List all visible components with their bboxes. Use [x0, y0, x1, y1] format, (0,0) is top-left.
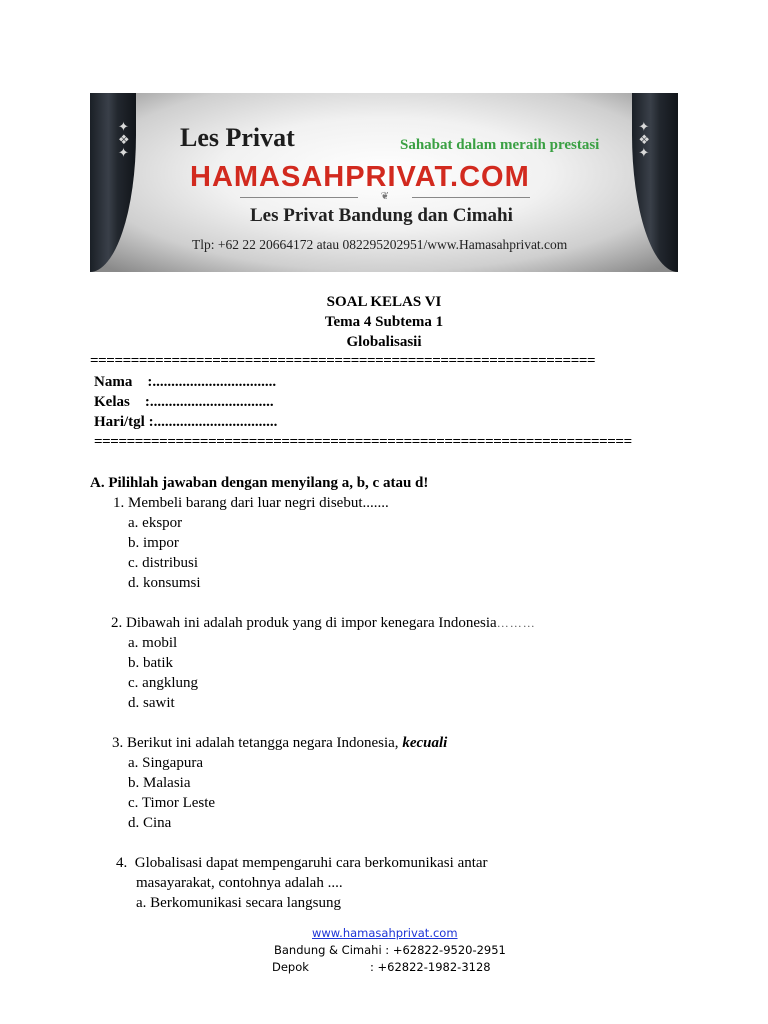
doc-topic: Globalisasii: [346, 334, 422, 350]
option-item: b. impor: [128, 535, 179, 551]
option-item: c. distribusi: [128, 555, 198, 571]
footer-bandung-phone: Bandung & Cimahi : +62822-9520-2951: [274, 943, 506, 957]
question-3-emphasis: kecuali: [402, 735, 448, 751]
banner-brand: HAMASAHPRIVAT.COM: [190, 161, 530, 193]
footer-website-link[interactable]: www.hamasahprivat.com: [312, 926, 458, 940]
question-3: [112, 733, 447, 753]
doc-subtitle: Tema 4 Subtema 1: [324, 314, 444, 330]
field-kelas: Kelas :.................................: [94, 394, 274, 410]
option-item: b. batik: [128, 655, 173, 671]
option-item: c. Timor Leste: [128, 795, 216, 811]
separator-top: ==============================================================: [90, 353, 596, 369]
footer-depok-label: Depok: [272, 960, 309, 974]
footer-depok-phone: : +62822-1982-3128: [370, 960, 491, 974]
question-1: 1. Membeli barang dari luar negri disebut.......: [113, 495, 389, 511]
option-item: a. ekspor: [128, 515, 183, 531]
section-a-instruction: A. Pilihlah jawaban dengan menyilang a, b, c atau d!: [90, 475, 429, 491]
header-banner: [90, 93, 678, 272]
option-item: d. konsumsi: [128, 575, 201, 591]
option-item: d. Cina: [128, 815, 172, 831]
option-item: c. angklung: [128, 675, 198, 691]
ornament-icon: ✦ ❖ ✦: [118, 120, 130, 161]
flourish-divider-icon: ❦: [240, 192, 530, 202]
field-hari-tgl: Hari/tgl :.................................: [94, 414, 278, 430]
option-item: a. Singapura: [128, 755, 203, 771]
question-2-text: 2. Dibawah ini adalah produk yang di impor kenegara Indonesia: [111, 615, 497, 631]
option-item: d. sawit: [128, 695, 175, 711]
banner-tagline: Sahabat dalam meraih prestasi: [400, 137, 600, 153]
separator-bottom: ==================================================================: [94, 434, 632, 450]
question-4-continued: masayarakat, contohnya adalah ....: [136, 875, 343, 891]
ornament-icon: ✦ ❖ ✦: [638, 120, 650, 161]
banner-subtitle: Les Privat Bandung dan Cimahi: [250, 205, 513, 226]
option-item: b. Malasia: [128, 775, 191, 791]
question-3-text: 3. Berikut ini adalah tetangga negara Indonesia,: [112, 735, 403, 751]
option-item: a. Berkomunikasi secara langsung: [136, 895, 341, 911]
doc-title: SOAL KELAS VI: [326, 294, 442, 310]
option-item: a. mobil: [128, 635, 178, 651]
question-2-dots: ………: [496, 616, 536, 630]
question-4: 4. Globalisasi dapat mempengaruhi cara berkomunikasi antar: [116, 855, 488, 871]
curtain-left-decoration: [90, 93, 136, 272]
question-2: [111, 613, 536, 633]
banner-contact: Tlp: +62 22 20664172 atau 082295202951/www.Hamasahprivat.com: [192, 237, 568, 252]
field-nama: Nama :.................................: [94, 374, 277, 390]
banner-title: Les Privat: [180, 123, 295, 152]
